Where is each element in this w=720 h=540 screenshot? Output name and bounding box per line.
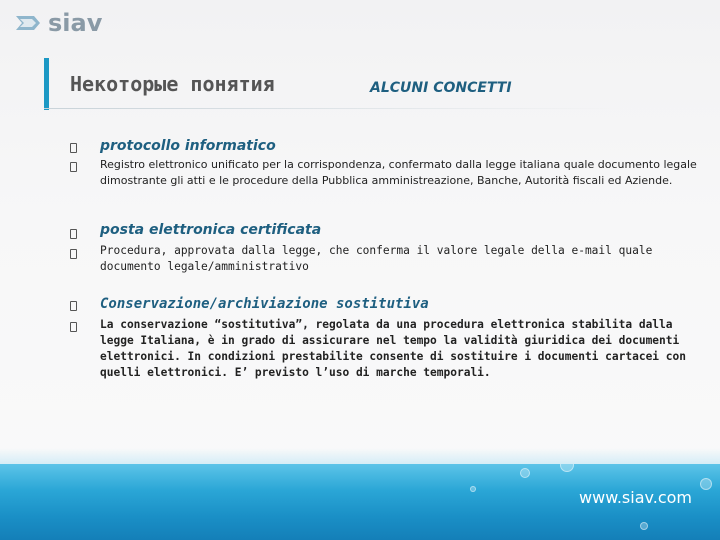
page-title-russian: Некоторые понятия: [70, 72, 275, 96]
water-drop: [470, 486, 476, 492]
heading-protocollo: protocollo informatico: [100, 138, 276, 154]
bullet-icon: [70, 301, 77, 311]
heading-conservazione: Conservazione/archiviazione sostitutiva: [100, 296, 429, 312]
heading-posta-certificata: posta elettronica certificata: [100, 222, 322, 238]
bullet-icon: [70, 162, 77, 172]
bullet-icon: [70, 249, 77, 259]
water-drop: [640, 522, 648, 530]
bullet-icon: [70, 143, 77, 153]
bullet-icon: [70, 322, 77, 332]
paragraph-conservazione: La conservazione “sostitutiva”, regolata da una procedura elettronica stabilita dalla legge Italiana, è in grado di assicurare nel tempo la validità giuridica dei documenti elettronici. In condizioni prestabilite consente di sostituire i documenti cartacei con quelli elettronici. E’ previsto l’uso di marche temporali.: [100, 318, 686, 379]
water-drop: [560, 464, 574, 472]
title-divider: [44, 108, 624, 109]
logo-text: siav: [48, 9, 103, 37]
water-drop: [700, 478, 712, 490]
water-drop: [520, 468, 530, 478]
paragraph-posta-certificata: Procedura, approvata dalla legge, che conferma il valore legale della e-mail quale documento legale/amministrativo: [100, 244, 653, 273]
siav-logo-icon: [14, 12, 44, 34]
page-title-italian: ALCUNI CONCETTI: [370, 80, 512, 96]
siav-logo: [14, 10, 102, 36]
paragraph-protocollo: Registro elettronico unificato per la corrispondenza, confermato dalla legge italiana quale documento legale dimostrante gli atti e le procedure della Pubblica amministreazione, Banche, Autorità fiscali ed Aziende.: [100, 158, 697, 187]
bullet-icon: [70, 229, 77, 239]
footer-url[interactable]: www.siav.com: [579, 488, 692, 507]
title-accent-bar: [44, 58, 49, 110]
